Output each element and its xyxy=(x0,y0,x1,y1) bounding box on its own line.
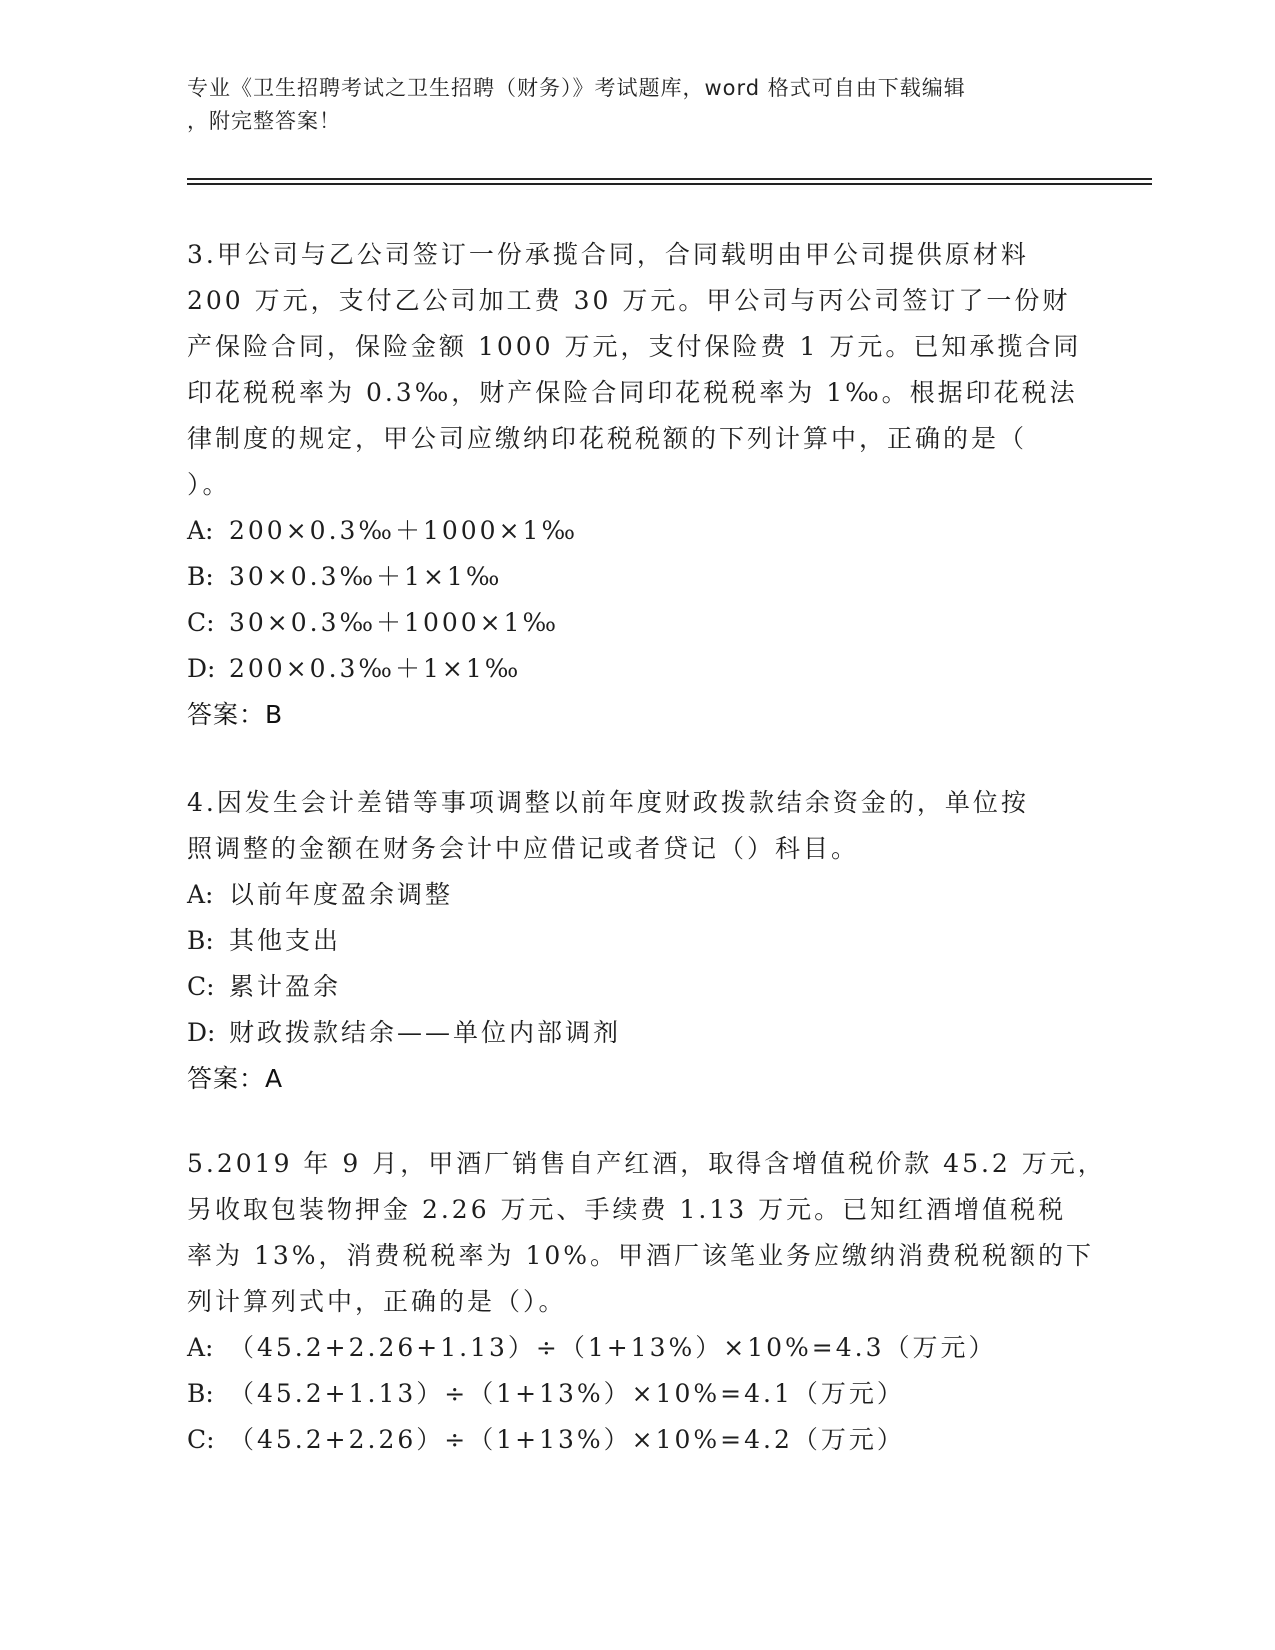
option-label: B: xyxy=(187,562,214,591)
header-divider-top xyxy=(187,178,1152,180)
option-label: B: xyxy=(187,1379,214,1408)
option-text: 累计盈余 xyxy=(229,972,342,1001)
question-text-line: 列计算列式中，正确的是（）。 xyxy=(187,1287,567,1316)
answer-text: 答案：B xyxy=(187,700,284,729)
question-4 xyxy=(187,780,1087,1102)
header-line-1: 专业《卫生招聘考试之卫生招聘（财务）》考试题库，word 格式可自由下载编辑 xyxy=(187,76,966,100)
question-text-line: 4.因发生会计差错等事项调整以前年度财政拨款结余资金的，单位按 xyxy=(187,788,1029,817)
option-text: 其他支出 xyxy=(229,926,342,955)
question-text-line: 照调整的金额在财务会计中应借记或者贷记（）科目。 xyxy=(187,834,860,863)
header-divider-bottom xyxy=(187,183,1152,185)
question-text-line: 另收取包装物押金 2.26 万元、手续费 1.13 万元。已知红酒增值税税 xyxy=(187,1195,1067,1224)
option-a xyxy=(187,872,1087,918)
header-line-2: ，附完整答案！ xyxy=(187,109,341,133)
option-text: 财政拨款结余——单位内部调剂 xyxy=(229,1018,622,1047)
question-text-line: 印花税税率为 0.3‰，财产保险合同印花税税率为 1‰。根据印花税法 xyxy=(187,378,1078,407)
option-label: A: xyxy=(187,516,214,545)
option-b xyxy=(187,554,1087,600)
option-c xyxy=(187,964,1087,1010)
question-text-line: 200 万元，支付乙公司加工费 30 万元。甲公司与丙公司签订了一份财 xyxy=(187,286,1071,315)
option-a xyxy=(187,508,1087,554)
option-label: D: xyxy=(187,654,216,683)
option-d xyxy=(187,1010,1087,1056)
option-a xyxy=(187,1325,1087,1371)
option-c xyxy=(187,1417,1087,1463)
option-label: C: xyxy=(187,1425,215,1454)
question-text-line: 率为 13%，消费税税率为 10%。甲酒厂该笔业务应缴纳消费税税额的下 xyxy=(187,1241,1095,1270)
option-text: 30×0.3‰＋1000×1‰ xyxy=(229,608,560,637)
option-c xyxy=(187,600,1087,646)
option-d xyxy=(187,646,1087,692)
answer-text: 答案：A xyxy=(187,1064,284,1093)
option-label: B: xyxy=(187,926,214,955)
option-text: 200×0.3‰＋1×1‰ xyxy=(229,654,522,683)
question-3 xyxy=(187,232,1087,738)
option-text: 以前年度盈余调整 xyxy=(229,880,454,909)
question-text-line: 产保险合同，保险金额 1000 万元，支付保险费 1 万元。已知承揽合同 xyxy=(187,332,1082,361)
question-text-line: ）。 xyxy=(187,470,231,499)
question-5 xyxy=(187,1141,1106,1463)
question-text-line: 律制度的规定，甲公司应缴纳印花税税额的下列计算中，正确的是（ xyxy=(187,424,1028,453)
question-text-line: 3.甲公司与乙公司签订一份承揽合同，合同载明由甲公司提供原材料 xyxy=(187,240,1029,269)
option-label: D: xyxy=(187,1018,216,1047)
option-b xyxy=(187,918,1087,964)
option-text: （45.2+2.26）÷（1+13%）×10%=4.2（万元） xyxy=(229,1425,905,1454)
option-b xyxy=(187,1371,1087,1417)
document-header xyxy=(187,72,1067,138)
question-text-line: 5.2019 年 9 月，甲酒厂销售自产红酒，取得含增值税价款 45.2 万元， xyxy=(187,1149,1106,1178)
option-label: A: xyxy=(187,880,214,909)
option-text: （45.2+2.26+1.13）÷（1+13%）×10%=4.3（万元） xyxy=(229,1333,997,1362)
option-text: 30×0.3‰＋1×1‰ xyxy=(229,562,503,591)
option-text: 200×0.3‰＋1000×1‰ xyxy=(229,516,578,545)
option-text: （45.2+1.13）÷（1+13%）×10%=4.1（万元） xyxy=(229,1379,905,1408)
option-label: C: xyxy=(187,608,215,637)
option-label: A: xyxy=(187,1333,214,1362)
option-label: C: xyxy=(187,972,215,1001)
